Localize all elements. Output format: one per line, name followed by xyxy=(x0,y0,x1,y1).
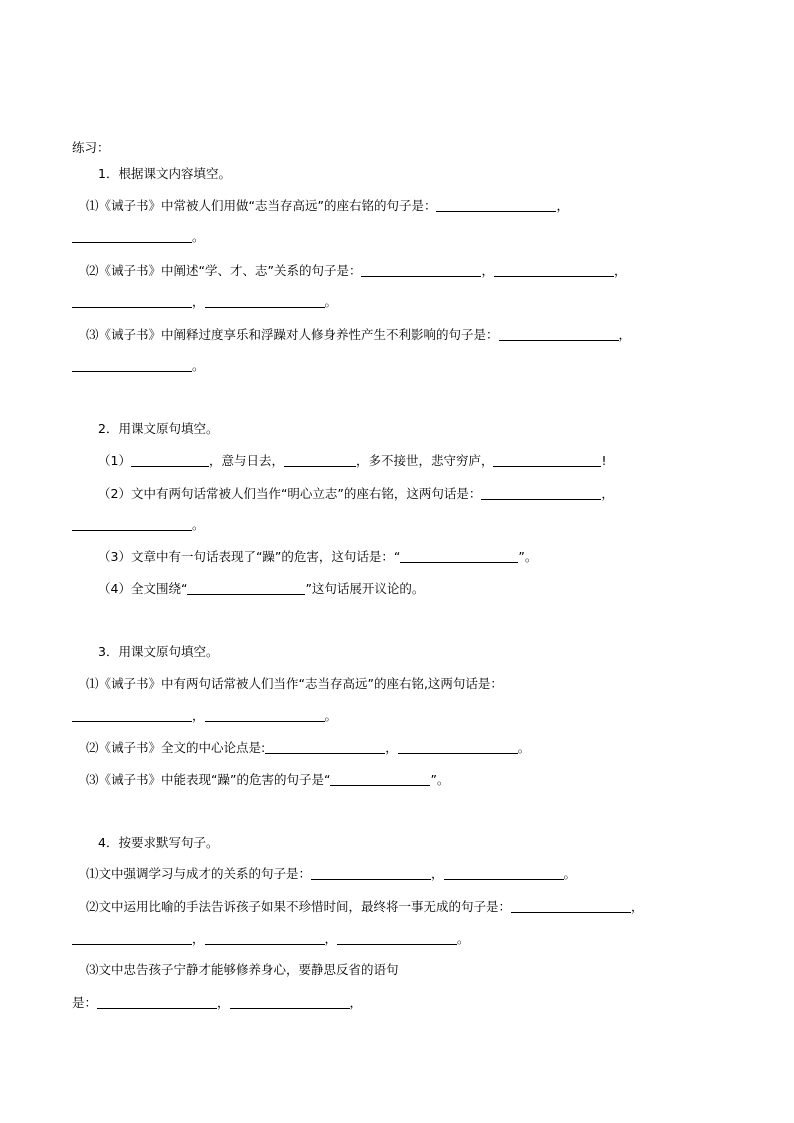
answer-blank[interactable] xyxy=(72,229,192,243)
q4-item2 xyxy=(86,899,644,915)
answer-blank[interactable] xyxy=(494,263,614,277)
q2-item1-text-a: ，意与日去， xyxy=(208,453,284,468)
q3-item3-text: ⑶《诫子书》中能表现“躁”的危害的句子是“ xyxy=(86,772,331,787)
q2-item4 xyxy=(98,581,424,597)
answer-blank[interactable] xyxy=(265,740,385,754)
period: 。 xyxy=(517,740,531,755)
answer-blank[interactable] xyxy=(72,294,192,308)
q2-item4-end: ”这句话展开议论的。 xyxy=(305,581,425,596)
answer-blank[interactable] xyxy=(511,899,631,913)
answer-blank[interactable] xyxy=(398,740,518,754)
answer-blank[interactable] xyxy=(205,294,325,308)
answer-blank[interactable] xyxy=(499,327,619,341)
comma: ， xyxy=(556,198,569,213)
answer-blank[interactable] xyxy=(284,453,356,467)
q2-item1 xyxy=(98,453,607,469)
q3-title: 3．用课文原句填空。 xyxy=(98,644,219,659)
period: 。 xyxy=(563,866,577,881)
comma: ， xyxy=(324,931,338,946)
answer-blank[interactable] xyxy=(481,486,601,500)
q2-item1-number: （1） xyxy=(98,453,131,468)
q3-item2-text: ⑵《诫子书》全文的中心论点是: xyxy=(86,740,266,755)
q3-item1: ⑴《诫子书》中有两句话常被人们当作“志当存高远”的座右铭,这两句话是： xyxy=(86,676,503,691)
q2-item3 xyxy=(98,549,537,565)
answer-blank[interactable] xyxy=(361,263,481,277)
q2-item2-cont xyxy=(72,517,205,533)
answer-blank[interactable] xyxy=(337,931,457,945)
q2-item4-text: （4）全文围绕“ xyxy=(98,581,188,596)
comma: ， xyxy=(601,486,614,501)
q1-item3-cont xyxy=(72,358,205,374)
period: 。 xyxy=(192,229,205,244)
q1-item1-cont xyxy=(72,229,205,245)
answer-blank[interactable] xyxy=(493,453,601,467)
answer-blank[interactable] xyxy=(230,995,350,1009)
q2-item2 xyxy=(98,486,614,502)
q4-item3-cont-text: 是： xyxy=(72,995,98,1010)
q1-item3 xyxy=(86,327,631,343)
period: 。 xyxy=(324,294,338,309)
period: 。 xyxy=(457,931,470,946)
q1-item3-text: ⑶《诫子书》中阐释过度享乐和浮躁对人修身养性产生不利影响的句子是： xyxy=(86,327,499,342)
q4-item2-cont xyxy=(72,931,470,947)
answer-blank[interactable] xyxy=(97,995,217,1009)
comma: ， xyxy=(192,931,205,946)
q4-item1-text: ⑴文中强调学习与成才的关系的句子是： xyxy=(86,866,312,881)
q1-item1-text: ⑴《诫子书》中常被人们用做“志当存高远”的座右铭的句子是： xyxy=(86,198,437,213)
answer-blank[interactable] xyxy=(72,358,192,372)
q1-item2-cont xyxy=(72,294,337,310)
comma: ， xyxy=(481,263,494,278)
comma: ， xyxy=(431,866,444,881)
answer-blank[interactable] xyxy=(187,581,305,595)
exercise-heading: 练习： xyxy=(72,140,110,155)
q4-item3-cont xyxy=(72,995,362,1011)
comma: ， xyxy=(192,294,205,309)
q2-item3-text: （3）文章中有一句话表现了“躁”的危害，这句话是：“ xyxy=(98,549,401,564)
q1-item2 xyxy=(86,263,626,279)
answer-blank[interactable] xyxy=(400,549,518,563)
q2-title: 2．用课文原句填空。 xyxy=(98,421,219,436)
q3-item3-end: ”。 xyxy=(430,772,450,787)
q4-item1 xyxy=(86,866,576,882)
q4-item2-text: ⑵文中运用比喻的手法告诉孩子如果不珍惜时间，最终将一事无成的句子是： xyxy=(86,899,512,914)
q2-item1-end: ! xyxy=(601,453,607,468)
answer-blank[interactable] xyxy=(72,708,192,722)
answer-blank[interactable] xyxy=(72,931,192,945)
q4-title: 4．按要求默写句子。 xyxy=(98,835,219,850)
comma: ， xyxy=(192,708,205,723)
comma: ， xyxy=(217,995,230,1010)
period: 。 xyxy=(324,708,338,723)
q3-item2 xyxy=(86,740,530,756)
answer-blank[interactable] xyxy=(131,453,209,467)
answer-blank[interactable] xyxy=(330,772,430,786)
answer-blank[interactable] xyxy=(205,931,325,945)
answer-blank[interactable] xyxy=(436,198,556,212)
answer-blank[interactable] xyxy=(205,708,325,722)
answer-blank[interactable] xyxy=(444,866,564,880)
comma: ， xyxy=(631,899,644,914)
period: 。 xyxy=(192,517,205,532)
q1-title: 1．根据课文内容填空。 xyxy=(98,166,231,181)
q2-item2-text: （2）文中有两句话常被人们当作“明心立志”的座右铭，这两句话是： xyxy=(98,486,482,501)
comma: ， xyxy=(385,740,398,755)
q1-item2-text: ⑵《诫子书》中阐述“学、才、志”关系的句子是： xyxy=(86,263,362,278)
comma: ， xyxy=(618,327,632,342)
q3-item1-cont xyxy=(72,708,337,724)
q2-item3-end: ”。 xyxy=(518,549,538,564)
q1-item1 xyxy=(86,198,569,214)
answer-blank[interactable] xyxy=(72,517,192,531)
period: 。 xyxy=(192,358,205,373)
q4-item3: ⑶文中忠告孩子宁静才能够修养身心，要静思反省的语句 xyxy=(86,962,399,977)
comma: ， xyxy=(349,995,363,1010)
comma: ， xyxy=(613,263,627,278)
q3-item3 xyxy=(86,772,449,788)
answer-blank[interactable] xyxy=(311,866,431,880)
q2-item1-text-b: ，多不接世，悲守穷庐， xyxy=(355,453,494,468)
